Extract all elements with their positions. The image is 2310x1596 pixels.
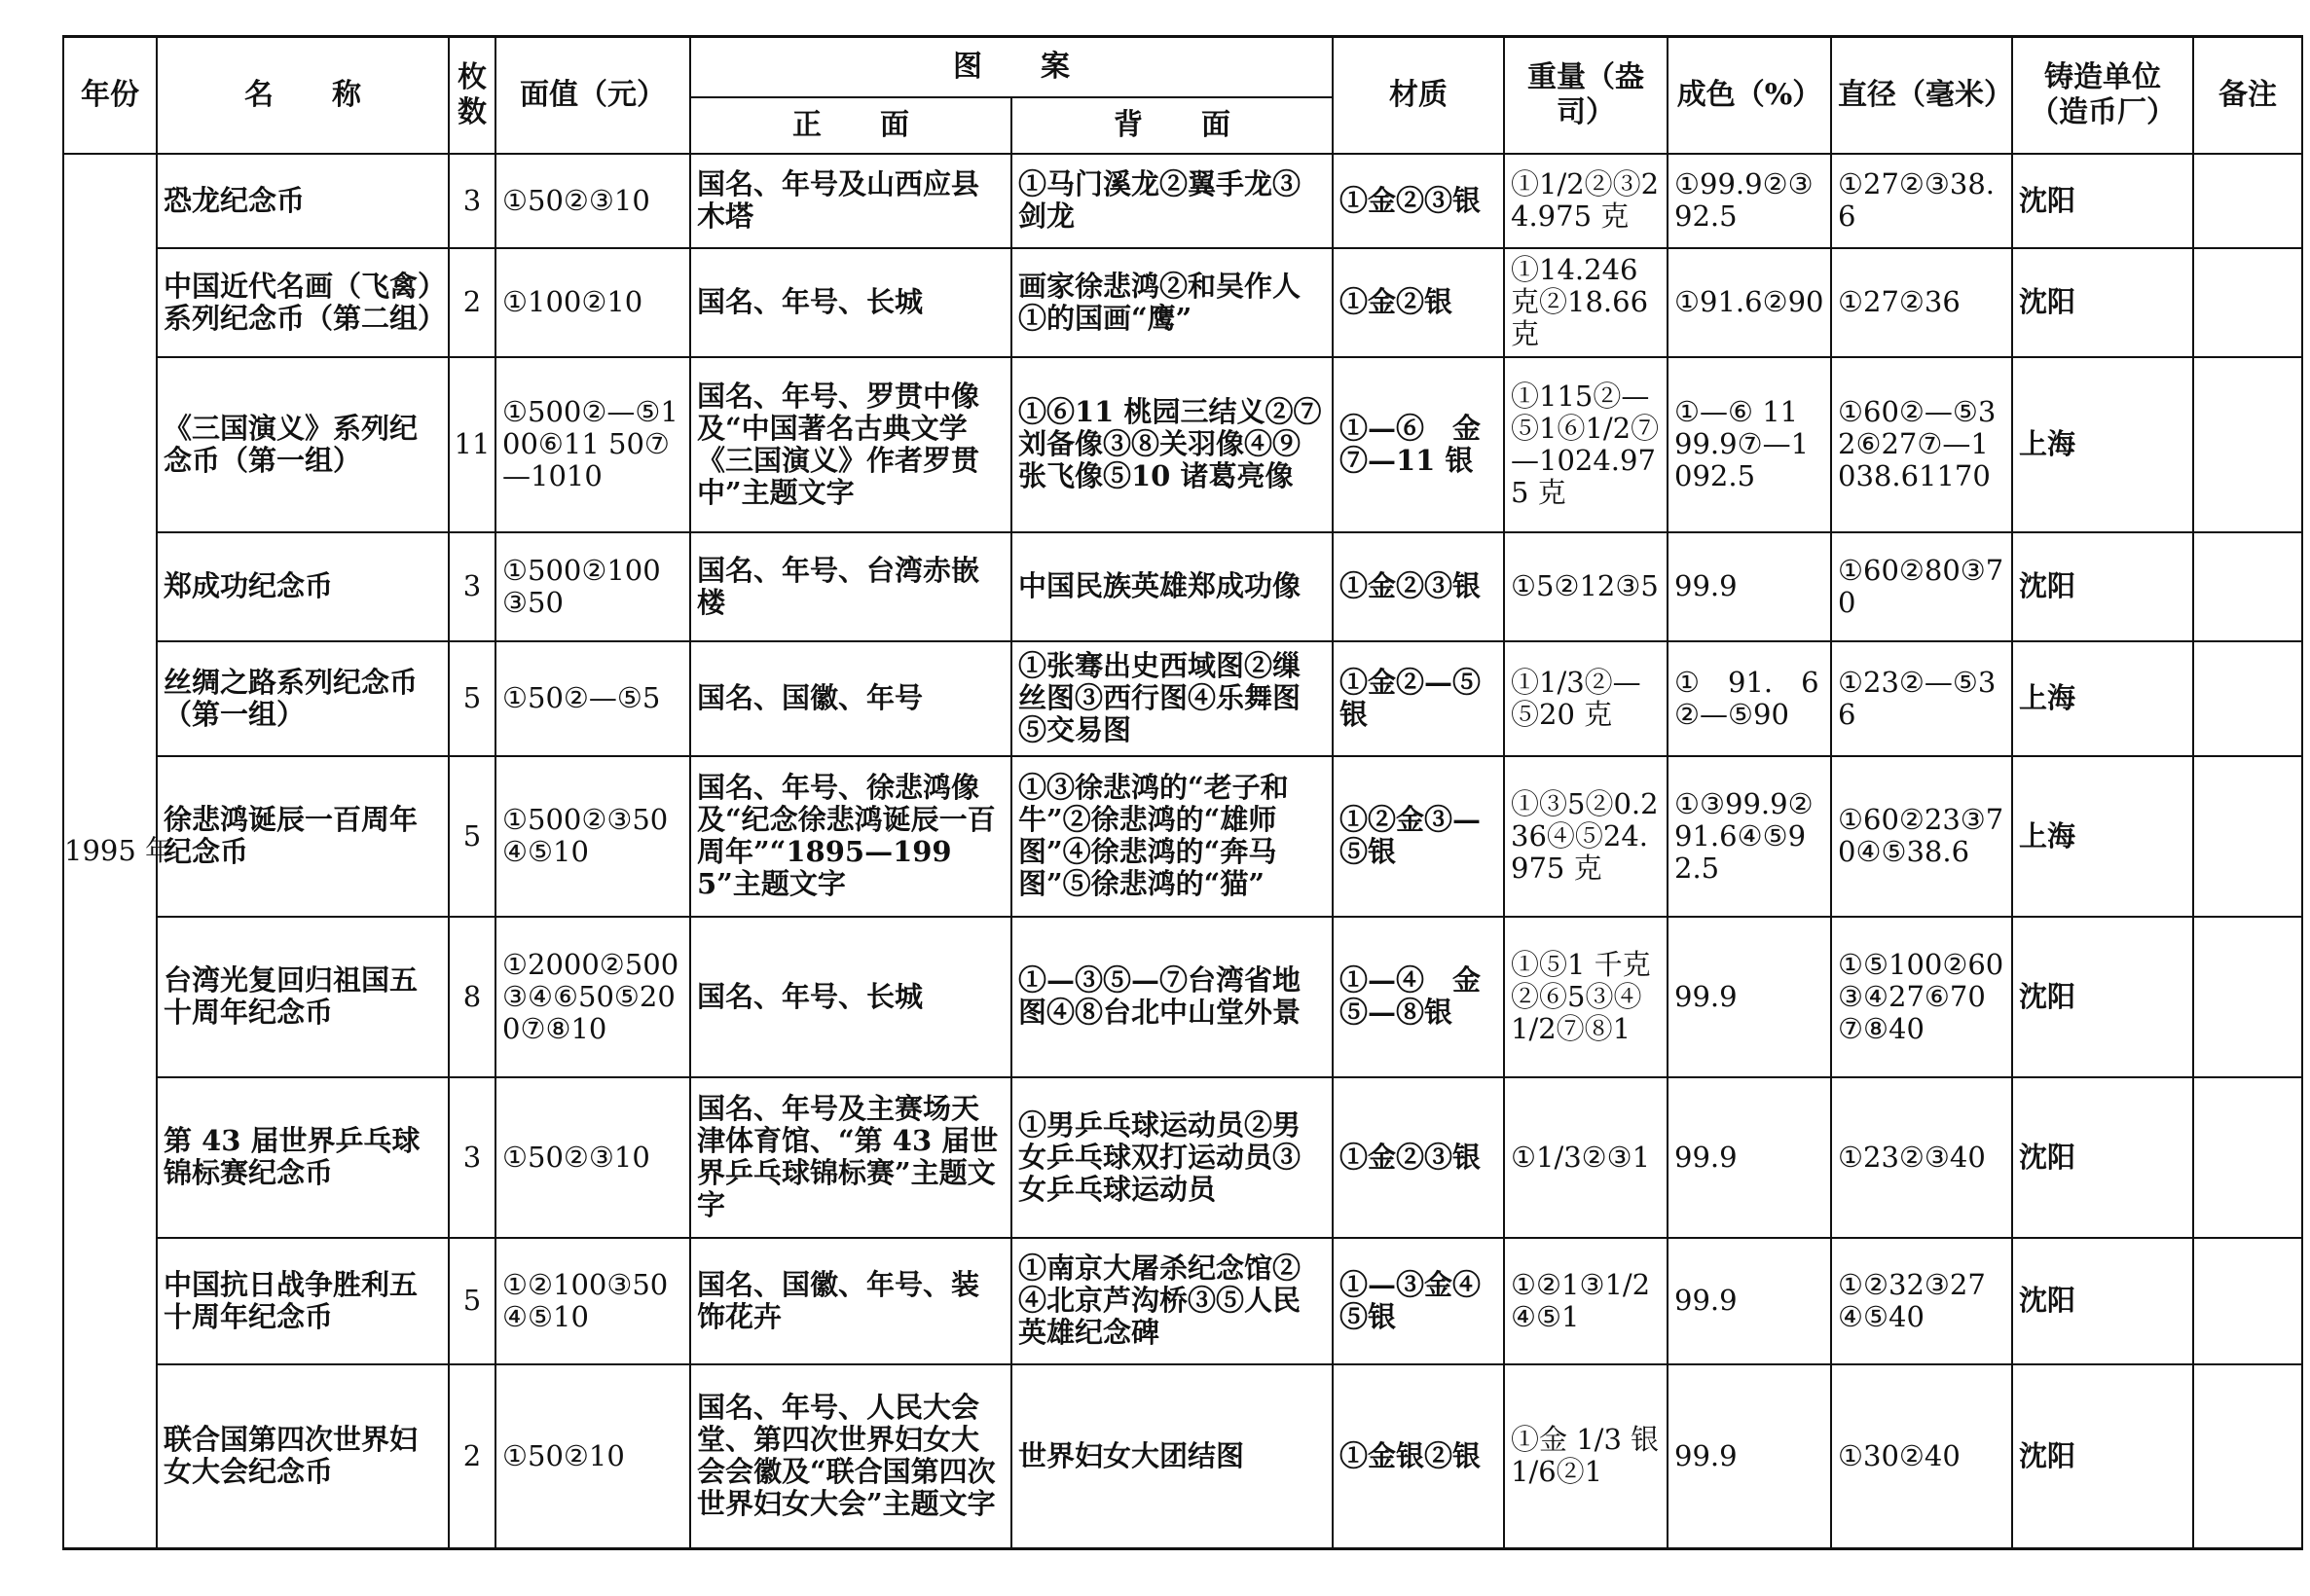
coin-table-page: [62, 35, 2301, 1550]
cell-diameter: ①60②23③70④⑤38.6: [1831, 756, 2012, 917]
table-row: [63, 532, 2302, 641]
cell-count: 8: [449, 917, 495, 1077]
cell-face-value: ①50②10: [495, 1364, 690, 1549]
table-row: [63, 756, 2302, 917]
cell-reverse: ①张骞出史西域图②缫丝图③西行图④乐舞图⑤交易图: [1011, 641, 1333, 756]
header-diameter: 直径（毫米）: [1831, 37, 2012, 154]
cell-remarks: [2193, 1238, 2302, 1364]
cell-face-value: ①500②100③50: [495, 532, 690, 641]
cell-obverse: 国名、年号、台湾赤嵌楼: [690, 532, 1011, 641]
cell-name: 徐悲鸿诞辰一百周年纪念币: [157, 756, 449, 917]
year-cell: 1995 年: [63, 154, 157, 1549]
cell-weight: ①5②12③5: [1504, 532, 1668, 641]
cell-face-value: ①100②10: [495, 248, 690, 357]
cell-face-value: ①50②—⑤5: [495, 641, 690, 756]
header-weight: 重量（盎司）: [1504, 37, 1668, 154]
header-name: 名 称: [157, 37, 449, 154]
cell-face-value: ①50②③10: [495, 154, 690, 248]
cell-face-value: ①50②③10: [495, 1077, 690, 1238]
cell-fineness: ①—⑥ 11 99.9⑦—1092.5: [1668, 357, 1831, 532]
cell-obverse: 国名、年号、罗贯中像及“中国著名古典文学《三国演义》作者罗贯中”主题文字: [690, 357, 1011, 532]
cell-diameter: ①23②—⑤36: [1831, 641, 2012, 756]
cell-face-value: ①②100③50④⑤10: [495, 1238, 690, 1364]
cell-fineness: 99.9: [1668, 532, 1831, 641]
header-mint: 铸造单位（造币厂）: [2012, 37, 2193, 154]
cell-material: ①—③金④⑤银: [1333, 1238, 1504, 1364]
cell-fineness: ①99.9②③92.5: [1668, 154, 1831, 248]
cell-fineness: 99.9: [1668, 917, 1831, 1077]
header-count: 枚数: [449, 37, 495, 154]
cell-obverse: 国名、年号、长城: [690, 917, 1011, 1077]
cell-weight: ①③5②0.236④⑤24.975 克: [1504, 756, 1668, 917]
cell-name: 《三国演义》系列纪念币（第一组）: [157, 357, 449, 532]
cell-fineness: ①③99.9②91.6④⑤92.5: [1668, 756, 1831, 917]
cell-weight: ①14.246 克②18.66 克: [1504, 248, 1668, 357]
cell-count: 3: [449, 532, 495, 641]
cell-weight: ①金 1/3 银 1/6②1: [1504, 1364, 1668, 1549]
header-material: 材质: [1333, 37, 1504, 154]
cell-material: ①金②银: [1333, 248, 1504, 357]
cell-reverse: 世界妇女大团结图: [1011, 1364, 1333, 1549]
cell-name: 郑成功纪念币: [157, 532, 449, 641]
cell-count: 5: [449, 756, 495, 917]
cell-material: ①—⑥ 金⑦—11 银: [1333, 357, 1504, 532]
cell-fineness: 99.9: [1668, 1238, 1831, 1364]
cell-fineness: ①91.6②90: [1668, 248, 1831, 357]
commemorative-coin-table: [62, 35, 2303, 1550]
cell-mint: 上海: [2012, 756, 2193, 917]
cell-count: 5: [449, 1238, 495, 1364]
cell-reverse: ①③徐悲鸿的“老子和牛”②徐悲鸿的“雄师图”④徐悲鸿的“奔马图”⑤徐悲鸿的“猫”: [1011, 756, 1333, 917]
cell-diameter: ①23②③40: [1831, 1077, 2012, 1238]
cell-remarks: [2193, 1364, 2302, 1549]
cell-count: 11: [449, 357, 495, 532]
cell-name: 中国近代名画（飞禽）系列纪念币（第二组）: [157, 248, 449, 357]
cell-face-value: ①500②③50④⑤10: [495, 756, 690, 917]
table-row: [63, 1364, 2302, 1549]
header-face-value: 面值（元）: [495, 37, 690, 154]
cell-obverse: 国名、年号及山西应县木塔: [690, 154, 1011, 248]
cell-remarks: [2193, 154, 2302, 248]
cell-mint: 沈阳: [2012, 154, 2193, 248]
cell-reverse: 中国民族英雄郑成功像: [1011, 532, 1333, 641]
cell-diameter: ①30②40: [1831, 1364, 2012, 1549]
cell-reverse: ①南京大屠杀纪念馆②④北京芦沟桥③⑤人民英雄纪念碑: [1011, 1238, 1333, 1364]
cell-material: ①金②③银: [1333, 1077, 1504, 1238]
cell-remarks: [2193, 532, 2302, 641]
header-fineness: 成色（%）: [1668, 37, 1831, 154]
cell-name: 台湾光复回归祖国五十周年纪念币: [157, 917, 449, 1077]
header-remarks: 备注: [2193, 37, 2302, 154]
cell-material: ①金②③银: [1333, 154, 1504, 248]
header-design: 图 案: [690, 37, 1333, 97]
cell-weight: ①1/2②③24.975 克: [1504, 154, 1668, 248]
table-body: [63, 154, 2302, 1549]
header-reverse: 背 面: [1011, 97, 1333, 154]
cell-count: 3: [449, 1077, 495, 1238]
cell-mint: 沈阳: [2012, 1238, 2193, 1364]
table-row: [63, 357, 2302, 532]
table-row: [63, 1238, 2302, 1364]
cell-reverse: ①马门溪龙②翼手龙③剑龙: [1011, 154, 1333, 248]
cell-mint: 沈阳: [2012, 1364, 2193, 1549]
cell-remarks: [2193, 1077, 2302, 1238]
cell-mint: 沈阳: [2012, 1077, 2193, 1238]
cell-count: 3: [449, 154, 495, 248]
cell-reverse: 画家徐悲鸿②和吴作人①的国画“鹰”: [1011, 248, 1333, 357]
cell-mint: 沈阳: [2012, 917, 2193, 1077]
cell-diameter: ①60②80③70: [1831, 532, 2012, 641]
cell-face-value: ①2000②500③④⑥50⑤200⑦⑧10: [495, 917, 690, 1077]
cell-name: 恐龙纪念币: [157, 154, 449, 248]
cell-obverse: 国名、年号及主赛场天津体育馆、“第 43 届世界乒乓球锦标赛”主题文字: [690, 1077, 1011, 1238]
table-row: [63, 917, 2302, 1077]
cell-diameter: ①60②—⑤32⑥27⑦—1038.61170: [1831, 357, 2012, 532]
cell-material: ①金②③银: [1333, 532, 1504, 641]
cell-count: 5: [449, 641, 495, 756]
cell-weight: ①1/3②—⑤20 克: [1504, 641, 1668, 756]
cell-diameter: ①⑤100②60③④27⑥70⑦⑧40: [1831, 917, 2012, 1077]
cell-name: 第 43 届世界乒乓球锦标赛纪念币: [157, 1077, 449, 1238]
cell-name: 中国抗日战争胜利五十周年纪念币: [157, 1238, 449, 1364]
cell-mint: 上海: [2012, 641, 2193, 756]
cell-reverse: ①男乒乓球运动员②男女乒乓球双打运动员③女乒乓球运动员: [1011, 1077, 1333, 1238]
cell-weight: ①115②—⑤1⑥1/2⑦—1024.975 克: [1504, 357, 1668, 532]
cell-diameter: ①②32③27④⑤40: [1831, 1238, 2012, 1364]
cell-fineness: 99.9: [1668, 1077, 1831, 1238]
cell-remarks: [2193, 248, 2302, 357]
cell-name: 丝绸之路系列纪念币（第一组）: [157, 641, 449, 756]
cell-remarks: [2193, 756, 2302, 917]
cell-obverse: 国名、年号、长城: [690, 248, 1011, 357]
cell-remarks: [2193, 357, 2302, 532]
header-obverse: 正 面: [690, 97, 1011, 154]
cell-name: 联合国第四次世界妇女大会纪念币: [157, 1364, 449, 1549]
table-row: [63, 154, 2302, 248]
table-row: [63, 248, 2302, 357]
cell-remarks: [2193, 917, 2302, 1077]
cell-reverse: ①⑥11 桃园三结义②⑦刘备像③⑧关羽像④⑨张飞像⑤10 诸葛亮像: [1011, 357, 1333, 532]
cell-obverse: 国名、国徽、年号、装饰花卉: [690, 1238, 1011, 1364]
cell-fineness: 99.9: [1668, 1364, 1831, 1549]
cell-obverse: 国名、年号、人民大会堂、第四次世界妇女大会会徽及“联合国第四次世界妇女大会”主题文字: [690, 1364, 1011, 1549]
cell-obverse: 国名、年号、徐悲鸿像及“纪念徐悲鸿诞辰一百周年”“1895—1995”主题文字: [690, 756, 1011, 917]
cell-mint: 沈阳: [2012, 532, 2193, 641]
cell-material: ①②金③—⑤银: [1333, 756, 1504, 917]
table-header: [63, 37, 2302, 154]
cell-mint: 上海: [2012, 357, 2193, 532]
cell-material: ①—④ 金⑤—⑧银: [1333, 917, 1504, 1077]
cell-remarks: [2193, 641, 2302, 756]
cell-weight: ①②1③1/2④⑤1: [1504, 1238, 1668, 1364]
cell-diameter: ①27②36: [1831, 248, 2012, 357]
cell-count: 2: [449, 248, 495, 357]
cell-obverse: 国名、国徽、年号: [690, 641, 1011, 756]
cell-material: ①金②—⑤银: [1333, 641, 1504, 756]
cell-material: ①金银②银: [1333, 1364, 1504, 1549]
header-year: 年份: [63, 37, 157, 154]
table-row: [63, 641, 2302, 756]
cell-mint: 沈阳: [2012, 248, 2193, 357]
cell-count: 2: [449, 1364, 495, 1549]
cell-weight: ①⑤1 千克②⑥5③④1/2⑦⑧1: [1504, 917, 1668, 1077]
cell-diameter: ①27②③38.6: [1831, 154, 2012, 248]
cell-weight: ①1/3②③1: [1504, 1077, 1668, 1238]
cell-fineness: ① 91. 6②—⑤90: [1668, 641, 1831, 756]
cell-face-value: ①500②—⑤100⑥11 50⑦—1010: [495, 357, 690, 532]
table-row: [63, 1077, 2302, 1238]
cell-reverse: ①—③⑤—⑦台湾省地图④⑧台北中山堂外景: [1011, 917, 1333, 1077]
